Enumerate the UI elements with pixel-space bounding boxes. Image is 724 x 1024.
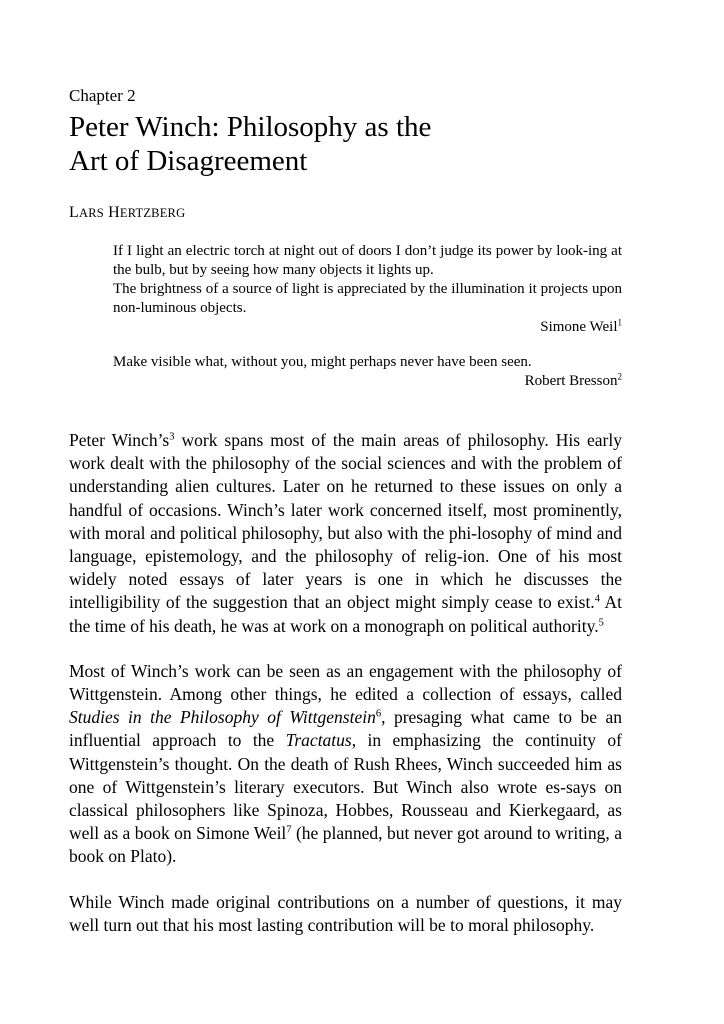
epigraph-text: If I light an electric torch at night out of doors I don’t judge its power by look-ing at the bulb, but by seeing how many objects it lights up.: [113, 243, 622, 278]
footnote-marker: 1: [617, 317, 622, 328]
footnote-marker: 5: [598, 617, 604, 629]
body-text: [69, 429, 622, 937]
document-page: [69, 86, 622, 937]
epigraph-attribution: Robert Bresson$^2$: [524, 371, 622, 389]
book-title: Tractatus: [285, 730, 352, 751]
chapter-title: [69, 110, 622, 178]
epigraphs: [113, 242, 622, 391]
epigraph-text: Make visible what, without you, might perhaps never have been seen.: [113, 354, 532, 370]
epigraph-text: The brightness of a source of light is appreciated by the illumination it projects upon non-luminous objects.: [113, 281, 622, 316]
author-name: LARS HERTZBERG: [69, 204, 186, 221]
footnote-marker: 2: [617, 371, 622, 382]
chapter-title-line: Art of Disagreement: [69, 145, 308, 177]
epigraph-attribution: Simone Weil$^1$: [540, 317, 622, 335]
footnote-marker: 4: [594, 594, 600, 606]
body-paragraph: Peter $Winch’s^3$ work spans most of the main areas of philosophy. His early work dealt with the philosophy of the social sciences and with the problem of understanding alien cultures. Later on he returned to these issues on only a handful of occasions. Winch’s later work concerned itself, most prominently, with moral and political philosophy, but also with the phi-losophy of mind and language, epistemology, and the philosophy of relig-ion. One of his most widely noted essays of later years is one in which he discusses the intelligibility of the suggestion that an object might simply cease to exist.$^4$ At the time of his death, he was at work on a monograph on political authority.$^5$: [69, 430, 622, 636]
book-title: Studies in the Philosophy of Wittgenstein: [69, 707, 376, 728]
chapter-title-line: Peter Winch: Philosophy as the: [69, 111, 432, 143]
footnote-marker: 7: [286, 824, 292, 836]
epigraph-weil: [113, 242, 622, 337]
footnote-marker: 6: [375, 708, 382, 720]
chapter-label: Chapter 2: [69, 86, 136, 105]
body-paragraph: Most of Winch’s work can be seen as an engagement with the philosophy of Wittgenstein. Among other things, he edited a collection of essays, called Studies in the Philosophy of Wittgenstein$^6$, presaging what came to be an influential approach to the Tractatus, in emphasizing the continuity of Wittgenstein’s thought. On the death of Rush Rhees, Winch succeeded him as one of Wittgenstein’s literary executors. But Winch also wrote es-says on classical philosophers like Spinoza, Hobbes, Rousseau and Kierkegaard, as well as a book on Simone Weil$^7$ (he planned, but never got around to writing, a book on Plato).: [69, 660, 623, 867]
body-paragraph: While Winch made original contributions on a number of questions, it may well turn out that his most lasting contribution will be to moral philosophy.: [69, 891, 622, 935]
footnote-marker: 3: [169, 431, 175, 443]
epigraph-bresson: [113, 353, 622, 391]
